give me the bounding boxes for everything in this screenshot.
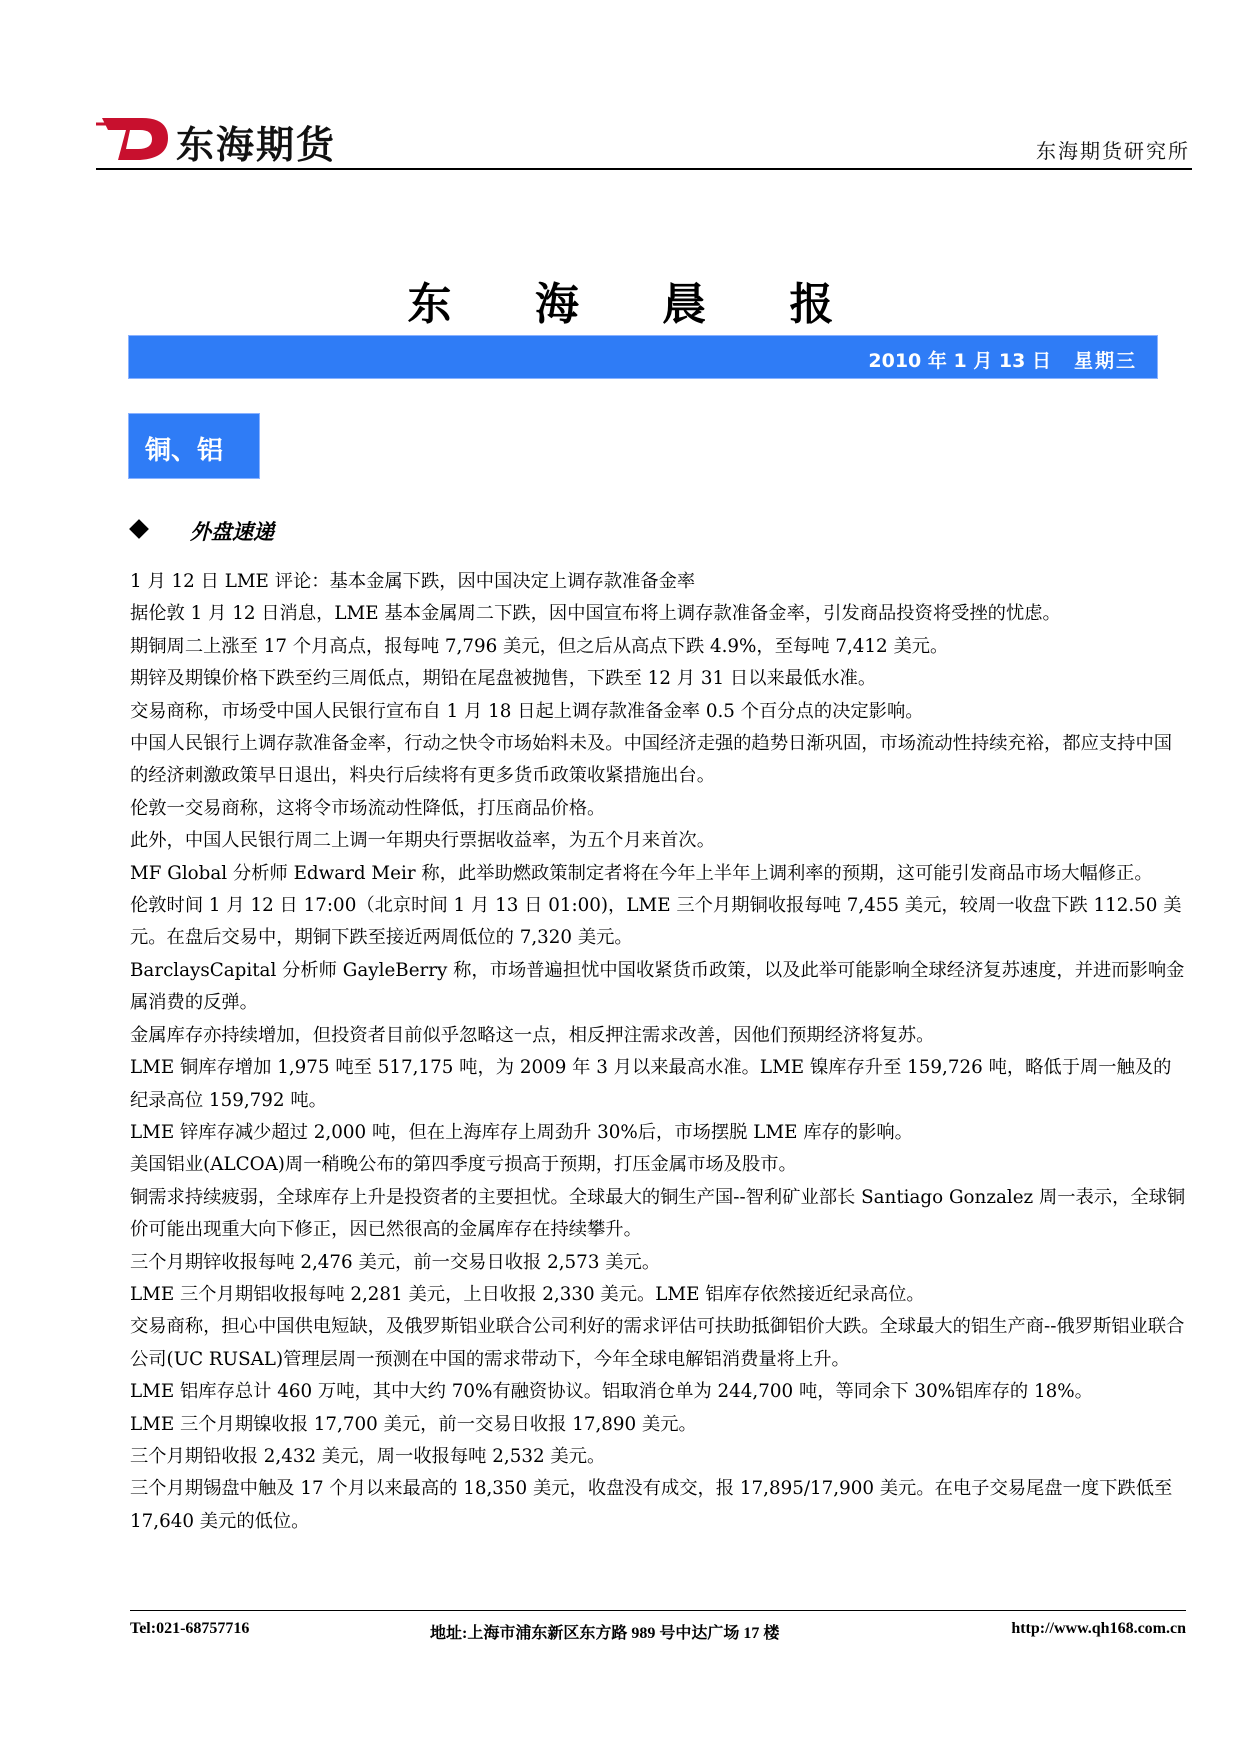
page-footer — [130, 1610, 1186, 1641]
article-paragraph: 铜需求持续疲弱，全球库存上升是投资者的主要担忧。全球最大的铜生产国--智利矿业部长 Santiago Gonzalez 周一表示，全球铜价可能出现重大向下修正，因已然很高的金属库存在持续攀升。 — [130, 1186, 1186, 1241]
article-paragraph: 期锌及期镍价格下跌至约三周低点，期铅在尾盘被抛售，下跌至 12 月 31 日以来最低水准。 — [130, 668, 877, 690]
article-paragraph: LME 三个月期镍收报 17,700 美元，前一交易日收报 17,890 美元。 — [130, 1413, 697, 1435]
article-paragraph: 此外，中国人民银行周二上调一年期央行票据收益率，为五个月来首次。 — [130, 830, 715, 852]
article-body — [130, 566, 1188, 1538]
company-logo-text: 东海期货 — [176, 123, 337, 167]
article-paragraph: 期铜周二上涨至 17 个月高点，报每吨 7,796 美元，但之后从高点下跌 4.9%，至每吨 7,412 美元。 — [130, 635, 949, 657]
article-paragraph: 金属库存亦持续增加，但投资者目前似乎忽略这一点，相反押注需求改善，因他们预期经济将复苏。 — [130, 1024, 935, 1046]
footer-url: http://www.qh168.com.cn — [1011, 1620, 1186, 1637]
article-paragraph: LME 三个月期铝收报每吨 2,281 美元，上日收报 2,330 美元。LME 铝库存依然接近纪录高位。 — [130, 1283, 925, 1305]
section-title: 铜、铝 — [145, 436, 224, 466]
article-paragraph: 伦敦一交易商称，这将令市场流动性降低，打压商品价格。 — [130, 797, 606, 819]
article-paragraph: 三个月期铅收报 2,432 美元，周一收报每吨 2,532 美元。 — [130, 1445, 606, 1467]
diamond-bullet-icon — [129, 519, 149, 539]
article-paragraph: 交易商称，市场受中国人民银行宣布自 1 月 18 日起上调存款准备金率 0.5 个百分点的决定影响。 — [130, 700, 924, 722]
report-date: 2010 年 1 月 13 日 — [868, 350, 1051, 372]
article-paragraph: 伦敦时间 1 月 12 日 17:00（北京时间 1 月 13 日 01:00)，LME 三个月期铜收报每吨 7,455 美元，较周一收盘下跌 112.50 美元。在盘后交易中，期铜下跌至接近两周低位的 7,320 美元。 — [130, 895, 1182, 949]
footer-address: 地址:上海市浦东新区东方路 989 号中达广场 17 楼 — [430, 1625, 780, 1642]
institute-name: 东海期货研究所 — [1036, 139, 1190, 163]
subheading-label: 外盘速递 — [190, 519, 274, 544]
article-paragraph: 三个月期锌收报每吨 2,476 美元，前一交易日收报 2,573 美元。 — [130, 1251, 661, 1273]
article-paragraph: LME 铜库存增加 1,975 吨至 517,175 吨，为 2009 年 3 月以来最高水准。LME 镍库存升至 159,726 吨，略低于周一触及的纪录高位 159,792 吨。 — [130, 1057, 1172, 1111]
article-paragraph: LME 锌库存减少超过 2,000 吨，但在上海库存上周劲升 30%后，市场摆脱 LME 库存的影响。 — [130, 1121, 913, 1143]
article-paragraph: 中国人民银行上调存款准备金率，行动之快令市场始料未及。中国经济走强的趋势日渐巩固，市场流动性持续充裕，都应支持中国的经济刺激政策早日退出，料央行后续将有更多货币政策收紧措施出台。 — [130, 733, 1173, 787]
article-paragraph: BarclaysCapital 分析师 GayleBerry 称，市场普遍担忧中国收紧货币政策，以及此举可能影响全球经济复苏速度，并进而影响金属消费的反弹。 — [130, 959, 1185, 1014]
article-paragraph: 据伦敦 1 月 12 日消息，LME 基本金属周二下跌，因中国宣布将上调存款准备金率，引发商品投资将受挫的忧虑。 — [130, 603, 1061, 625]
report-title: 东 海 晨 报 — [407, 279, 868, 330]
article-paragraph: MF Global 分析师 Edward Meir 称，此举助燃政策制定者将在今年上半年上调利率的预期，这可能引发商品市场大幅修正。 — [130, 862, 1153, 884]
article-paragraph: 1 月 12 日 LME 评论：基本金属下跌，因中国决定上调存款准备金率 — [130, 571, 696, 592]
article-paragraph: 美国铝业(ALCOA)周一稍晚公布的第四季度亏损高于预期，打压金属市场及股市。 — [130, 1154, 797, 1176]
company-logo-icon — [96, 108, 176, 164]
section-title-box — [128, 413, 260, 479]
article-paragraph: 三个月期锡盘中触及 17 个月以来最高的 18,350 美元，收盘没有成交，报 17,895/17,900 美元。在电子交易尾盘一度下跌低至 17,640 美元的低位。 — [130, 1478, 1173, 1532]
article-paragraph: LME 铝库存总计 460 万吨，其中大约 70%有融资协议。铝取消仓单为 244,700 吨，等同余下 30%铝库存的 18%。 — [130, 1381, 1093, 1403]
report-weekday: 星期三 — [1073, 350, 1137, 372]
page-header — [96, 96, 1192, 170]
footer-phone: Tel:021-68757716 — [130, 1620, 250, 1637]
article-paragraph: 交易商称，担心中国供电短缺，及俄罗斯铝业联合公司利好的需求评估可扶助抵御铝价大跌。全球最大的铝生产商--俄罗斯铝业联合公司(UC RUSAL)管理层周一预测在中国的需求带动下，今年全球电解铝消费量将上升。 — [130, 1316, 1185, 1370]
date-bar — [128, 335, 1158, 379]
